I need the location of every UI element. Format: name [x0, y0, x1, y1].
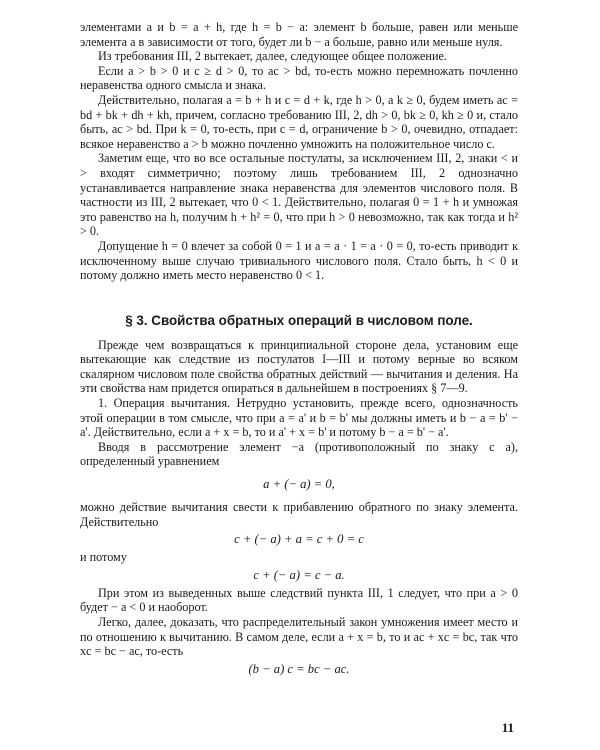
- paragraph-intro: Прежде чем возвращаться к принципиальной стороне дела, установим еще вытекающие как следствие из постулатов I—III и потому верные во всяком скалярном числовом поле свойства обратных действий — вычитания и деления. На эти свойства нам придется опираться в дальнейшем в построениях § 7—9.: [80, 337, 518, 396]
- text-and-therefore: и потому: [80, 550, 127, 565]
- page-number: 11: [501, 720, 514, 735]
- paragraph-sign-consequence: При этом из выведенных выше следствий пункта III, 1 следует, что при a > 0 будет − a < 0 и наоборот.: [80, 585, 518, 615]
- paragraph-inequality-rule: Если a > b > 0 и c ≥ d > 0, то ac > bd, то-есть можно перемножать почленно неравенства одного смысла и знака.: [80, 63, 518, 93]
- paragraph-opposite-element: Вводя в рассмотрение элемент −a (противоположный по знаку с a), определенный уравнением: [80, 439, 518, 469]
- formula-distributive: (b − a) c = bc − ac.: [248, 661, 350, 676]
- paragraph-subtraction: 1. Операция вычитания. Нетрудно установить, прежде всего, однозначность этой операции в том смысле, что при a = a' и b = b' мы должны иметь и b − a = b' − a'. Действительно, если a + x = b, то и a' + x = b' и потому b − a = b' − a'.: [80, 396, 518, 440]
- paragraph-distributive: Легко, далее, доказать, что распределительный закон умножения имеет место и по отношению к вычитанию. В самом деле, если a + x = b, то и ac + xc = bc, так что xc = bc − ac, то-есть: [80, 615, 518, 659]
- paragraph-assumption: Допущение h = 0 влечет за собой 0 = 1 и a = a · 1 = a · 0 = 0, то-есть приводит к исключенному выше случаю тривиального числового поля. Стало быть, h < 0 и потому должно иметь место неравенство 0 < 1.: [80, 238, 518, 283]
- section-heading: § 3. Свойства обратных операций в числовом поле.: [125, 312, 473, 328]
- formula-sum: c + (− a) + a = c + 0 = c: [234, 532, 364, 547]
- formula-difference: c + (− a) = c − a.: [253, 567, 345, 582]
- paragraph-proof: Действительно, полагая a = b + h и c = d + k, где h > 0, a k ≥ 0, будем иметь ac = bd + bk + dh + kh, причем, согласно требованию III, 2, dh > 0, bk ≥ 0, kh ≥ 0 и, стало быть, ac > bd. При k = 0, то-есть, при c = d, ограничение b > 0, очевидно, отпадает: всякое неравенство a > b можно почленно умножить на положительное число c.: [80, 92, 518, 151]
- paragraph-continuation: элементами a и b = a + h, где h = b − a: элемент b больше, равен или меньше элемента a в зависимости от того, будет ли b − a больше, равно или меньше нуля.: [80, 20, 518, 49]
- formula-opposite: a + (− a) = 0,: [263, 477, 335, 492]
- paragraph-reduce-subtraction: можно действие вычитания свести к прибавлению обратного по знаку элемента. Действительно: [80, 500, 518, 529]
- paragraph-general-statement: Из требования III, 2 вытекает, далее, следующее общее положение.: [98, 49, 447, 64]
- paragraph-postulates-note: Заметим еще, что во все остальные постулаты, за исключением III, 2, знаки < и > входят симметрично; поэтому лишь требованием III, 2 однозначно устанавливается направление знака неравенства для элементов числового поля. В частности из III, 2 вытекает, что 0 < 1. Действительно, полагая 0 = 1 + h и умножая это равенство на h, получим h + h² = 0, что при h > 0 невозможно, так как тогда и h² > 0.: [80, 151, 518, 239]
